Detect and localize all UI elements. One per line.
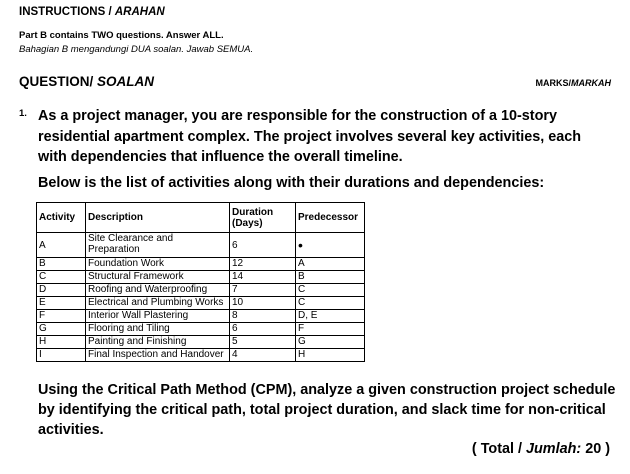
table-row	[37, 336, 365, 349]
cell-activity: E	[37, 297, 86, 310]
header-duration: Duration (Days)	[230, 203, 296, 233]
total-suffix: 20 )	[581, 441, 610, 457]
table-row	[37, 349, 365, 362]
question-number: 1.	[19, 108, 27, 119]
cell-duration: 7	[230, 284, 296, 297]
instructions-ms: ARAHAN	[114, 6, 165, 18]
cell-description: Site Clearance and Preparation	[86, 233, 230, 258]
table-row	[37, 233, 365, 258]
cell-predecessor: G	[296, 336, 365, 349]
table-row	[37, 271, 365, 284]
cell-predecessor: A	[296, 258, 365, 271]
header-activity: Activity	[37, 203, 86, 233]
table-header-row	[37, 203, 365, 233]
question-heading	[19, 74, 154, 89]
cell-description: Flooring and Tiling	[86, 323, 230, 336]
cell-activity: H	[37, 336, 86, 349]
cell-activity: G	[37, 323, 86, 336]
cell-duration: 4	[230, 349, 296, 362]
marks-heading	[536, 78, 612, 88]
table-row	[37, 297, 365, 310]
table-row	[37, 323, 365, 336]
cell-description: Final Inspection and Handover	[86, 349, 230, 362]
instructions-en: INSTRUCTIONS /	[19, 6, 115, 18]
cell-predecessor: F	[296, 323, 365, 336]
cell-description: Foundation Work	[86, 258, 230, 271]
cell-duration: 6	[230, 233, 296, 258]
table-row	[37, 258, 365, 271]
activities-table	[36, 202, 365, 362]
cell-duration: 5	[230, 336, 296, 349]
table-intro: Below is the list of activities along with their durations and dependencies:	[38, 175, 545, 191]
question-text: As a project manager, you are responsible for the construction of a 10-story residential apartment complex. The project involves several key activities, each with dependencies that influence the overall timeline.	[38, 108, 582, 165]
cell-description: Interior Wall Plastering	[86, 310, 230, 323]
cell-activity: A	[37, 233, 86, 258]
cell-description: Painting and Finishing	[86, 336, 230, 349]
cell-activity: D	[37, 284, 86, 297]
cell-duration: 12	[230, 258, 296, 271]
instructions-heading	[19, 6, 165, 18]
cell-duration: 6	[230, 323, 296, 336]
cell-duration: 10	[230, 297, 296, 310]
header-predecessor: Predecessor	[296, 203, 365, 233]
cell-predecessor: •	[296, 233, 365, 258]
cell-duration: 8	[230, 310, 296, 323]
table-row	[37, 310, 365, 323]
total-prefix: ( Total /	[471, 441, 527, 457]
part-b-instruction: Part B contains TWO questions. Answer ALL.	[19, 30, 224, 41]
header-description: Description	[86, 203, 230, 233]
cell-activity: B	[37, 258, 86, 271]
cell-predecessor: B	[296, 271, 365, 284]
marks-en: MARKS/	[535, 78, 571, 88]
task-text: Using the Critical Path Method (CPM), analyze a given construction project schedule by identifying the critical path, total project duration, and slack time for non-critical activities.	[38, 382, 616, 438]
question-heading-en: QUESTION/	[19, 74, 98, 89]
question-heading-ms: SOALAN	[97, 74, 155, 89]
cell-predecessor: D, E	[296, 310, 365, 323]
cell-predecessor: C	[296, 284, 365, 297]
cell-predecessor: C	[296, 297, 365, 310]
marks-ms: MARKAH	[571, 78, 611, 88]
total-marks	[472, 441, 610, 457]
cell-activity: I	[37, 349, 86, 362]
part-b-instruction-ms: Bahagian B mengandungi DUA soalan. Jawab SEMUA.	[19, 44, 254, 55]
cell-duration: 14	[230, 271, 296, 284]
cell-description: Electrical and Plumbing Works	[86, 297, 230, 310]
cell-predecessor: H	[296, 349, 365, 362]
cell-activity: F	[37, 310, 86, 323]
cell-activity: C	[37, 271, 86, 284]
total-ms: Jumlah:	[526, 441, 582, 457]
cell-description: Structural Framework	[86, 271, 230, 284]
cell-description: Roofing and Waterproofing	[86, 284, 230, 297]
table-row	[37, 284, 365, 297]
